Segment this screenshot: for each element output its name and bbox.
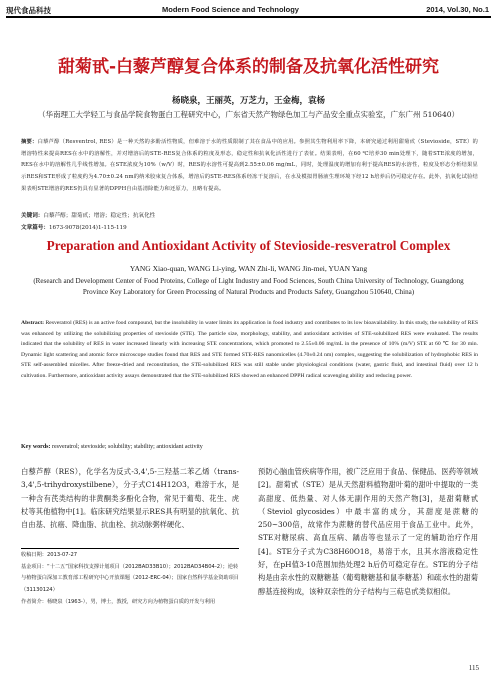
body-column-right: 预防心脑血管疾病等作用，被广泛应用于食品、保健品、医药等领域[2]。甜菊甙（STE）是从天然甜料植物甜叶菊的甜叶中提取的一类高甜度、低热量、对人体无副作用的天然产物[3]，是甜菊糖甙（Steviol glycosides）中最丰富的成分，其甜度是蔗糖的250~300倍，故常作为蔗糖的替代品应用于食品工业中。此外，STE对糖尿病、高血压病、龋齿等也显示了一定的辅助治疗作用[4]。STE分子式为C38H60O18，易溶于水，且其水溶液稳定性好，在pH值3-10范围加热处理2 h后仍可稳定存在。STE的分子结构是由亲水性的双糖糖基（葡萄糖糖基和鼠李糖基）和疏水性的甜菊醇基连接构成，该种双亲性的分子结构与三萜皂甙类似相似。 bbox=[258, 467, 478, 596]
keywords-cn-text: 白藜芦醇；甜菊甙；增溶；稳定性；抗氧化性 bbox=[43, 213, 156, 219]
affiliation-en: (Research and Development Center of Food Proteins, College of Light Industry and Food Sciences, South China University of Technology, Guangdong Province Key Laboratory for Green Processing of Natural Products and Products Safety, Guangzhou 510640, China) bbox=[33, 277, 464, 296]
title-en: Preparation and Antioxidant Activity of Stevioside-resveratrol Complex bbox=[46, 238, 451, 253]
journal-name-en: Modern Food Science and Technology bbox=[162, 5, 299, 14]
keywords-cn bbox=[21, 211, 155, 219]
author-bio: 作者简介：杨晓泉（1963-），男，博士，教授，研究方向为植物蛋白质的开发与利用 bbox=[21, 598, 216, 605]
article-number bbox=[21, 223, 127, 231]
keywords-en-text: resveratrol; stevioside; solubility; stability; antioxidant activity bbox=[52, 444, 203, 450]
abstract-cn-label: 摘要： bbox=[21, 139, 38, 145]
keywords-cn-label: 关键词： bbox=[21, 213, 44, 219]
volume-issue: 2014, Vol.30, No.1 bbox=[426, 5, 489, 14]
journal-name-cn: 现代食品科技 bbox=[6, 6, 51, 15]
abstract-en bbox=[21, 318, 478, 382]
keywords-en-label: Key words: bbox=[21, 444, 51, 450]
fund-info: 基金项目：“十二五”国家科技支撑计划项目（2012BAD33B10）；2012BAD34B04-2）；逆转与植物蛋白深加工教育部工程研究中心开放课题（2012-ERC-04）；国家自然科学基金资助项目（31130124） bbox=[21, 563, 239, 594]
article-number-value: 1673-9078(2014)1-115-119 bbox=[48, 225, 127, 231]
header-rule bbox=[6, 16, 491, 18]
affiliation-cn: （华南理工大学轻工与食品学院食物蛋白工程研究中心，广东省天然产物绿色加工与产品安全重点实验室，广东广州 510640） bbox=[37, 110, 459, 119]
received-date: 收稿日期：2013-07-27 bbox=[21, 552, 78, 558]
keywords-en bbox=[21, 444, 203, 450]
footnote-rule bbox=[21, 548, 239, 549]
authors-en: YANG Xiao-quan, WANG Li-ying, WAN Zhi-li, WANG Jin-mei, YUAN Yang bbox=[129, 264, 368, 273]
page-number: 115 bbox=[468, 664, 479, 672]
abstract-cn-text: 白藜芦醇（Resventrol, RES）是一种天然的多酚活性物质，但难溶于水的性质限制了其在食品中的应用。参照其生物利用率下降，本研究通过利用甜菊甙（Stevioside，STE）的增溶特性来提高RES在水中的溶解性，并对增溶后的STE-RES复合体系的粒度及形态，稳定性和抗氧化活性进行了表征。结果表明，在60 ℃培养30 min处理下，随着STE浓度的增加，RES在水中的溶解性几乎线性增加。在STE浓度为10%（w/V）时，RES的水溶性可提高到2.55±0.06 mg/mL，同时，处理温度的增加有利于提高RES的水溶性，粒度及形态分析结果显示RES和STE形成了粒度约为4.70±0.24 nm的纳米胶束复合体系，增溶后的STE-RES体系经冻干复溶后，在水及模拟胃肠液生理环境下经12 h培养后仍可稳定存在。此外，抗氧化试验结果表明STE增溶的RES仍具有显著的DPPH自由基清除能力和还原力，且略有提高。 bbox=[21, 139, 479, 192]
running-header bbox=[0, 0, 497, 18]
abstract-en-text: Resveratrol (RES) is an active food compound, but the insolubility in water limits its application in food industry and contributes to its low bioavailability. In this study, the solubility of RES was enhanced by utilizing the solubilizing properties of stevioside (STE). The particle size, morphology, stability, and antioxidant activities of STE-solubilized RES were evaluated. The results indicated that the solubility of RES in water increased linearly with increasing STE concentrations, which promoted to 2.55±0.06 mg/mL in the presence of 10% (m/V) STE at 60 ℃ for 30 min. Dynamic light scattering and atomic force microscope studies found that RES and STE formed STE-RES nanomicelles (4.70±0.24 nm) complex, suggesting the solubilization of hydrophobic RES in STE self-assembled micelles. After freeze-dried and reconstitution, the STE-solubilized RES was still stable under physiological conditions (water, gastric fluid, and intestinal fluid) over 12 h cultivation. Furthermore, antioxidant activity assays demonstrated that the STE-solubilized RES showed an enhanced DPPH radical scavenging ability and reducing power. bbox=[21, 320, 478, 379]
body-column-left: 白藜芦醇（RES），化学名为反式-3,4',5-三羟基二苯乙烯（trans-3,4',5-trihydroxystilbene），分子式C14H12O3，难溶于水，是一种含有芪类结构的非黄酮类多酚化合物，常见于葡萄、花生、虎杖等其他植物中[1]。临床研究结果显示RES具有明显的抗氧化、抗自由基、抗癌、降血脂、抗血栓、抗动脉粥样硬化、 bbox=[21, 467, 239, 530]
abstract-cn bbox=[21, 137, 478, 196]
footnote bbox=[21, 550, 239, 609]
authors-cn: 杨晓泉，王丽英，万芝力，王金梅，袁杨 bbox=[171, 96, 325, 106]
article-number-label: 文章篇号： bbox=[21, 225, 49, 231]
title-cn: 甜菊甙-白藜芦醇复合体系的制备及抗氧化活性研究 bbox=[57, 57, 440, 77]
abstract-en-label: Abstract: bbox=[21, 320, 45, 326]
